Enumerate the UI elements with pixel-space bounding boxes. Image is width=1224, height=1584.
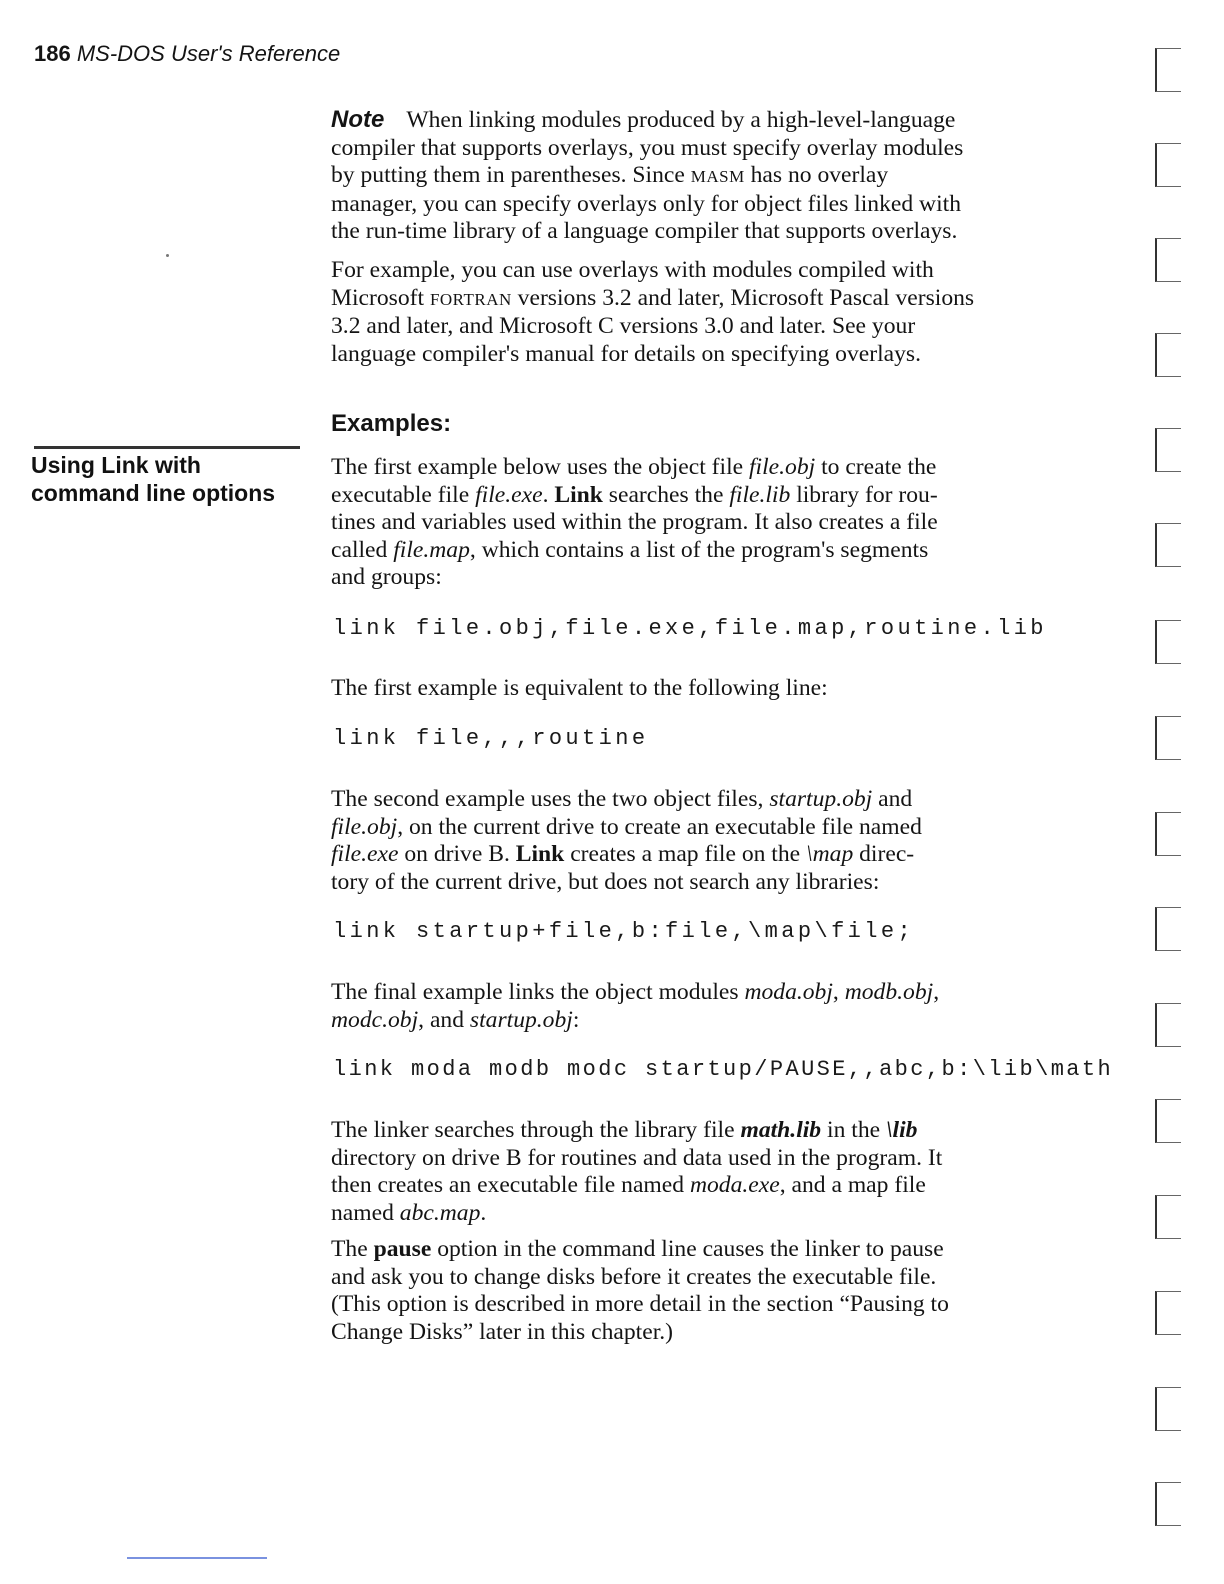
note-line-4: manager, you can specify overlays only for object files linked with xyxy=(331,190,961,217)
margin-tab-marker xyxy=(1155,812,1181,856)
margin-tab-marker xyxy=(1155,1291,1181,1335)
example-5-paragraph: The pause option in the command line causes the linker to pause and ask you to change disks before it creates the executable file. (This option is described in more detail in the section “Pausing to Change Disks” later in this chapter.) xyxy=(331,1236,949,1345)
overlay-line-1: For example, you can use overlays with modules compiled with xyxy=(331,257,934,283)
code-example-3: link startup+file,b:file,\map\file; xyxy=(333,919,915,944)
margin-tab-marker xyxy=(1155,716,1181,760)
note-line-1: Note When linking modules produced by a high-level-language xyxy=(331,106,956,133)
examples-heading: Examples: xyxy=(331,410,452,437)
note-line-5: the run-time library of a language compiler that supports overlays. xyxy=(331,218,958,245)
code-example-1: link file.obj,file.exe,file.map,routine.lib xyxy=(333,616,1047,641)
example-3-paragraph: The final example links the object modules moda.obj, modb.obj, modc.obj, and startup.obj: xyxy=(331,979,940,1033)
equivalent-paragraph: The first example is equivalent to the following line: xyxy=(331,675,828,701)
note-label: Note xyxy=(331,106,385,133)
overlay-line-2: Microsoft FORTRAN versions 3.2 and later, Microsoft Pascal versions xyxy=(331,284,975,311)
margin-tab-marker xyxy=(1155,907,1181,951)
overlay-line-4: language compiler's manual for details on specifying overlays. xyxy=(331,340,921,367)
margin-tab-marker xyxy=(1155,1003,1181,1047)
sidebar-heading-line-1: Using Link with xyxy=(31,452,201,478)
running-header xyxy=(34,41,340,67)
example-1-paragraph: The first example below uses the object file file.obj to create the executable file file.exe. Link searches the file.lib library for rou- tines and variables used within the program. It also creates a file called file.map, which contains a list of the program's segments and groups: xyxy=(331,454,938,591)
example-4-paragraph: The linker searches through the library file math.lib in the \lib directory on drive B for routines and data used in the program. It then creates an executable file named moda.exe, and a map file named abc.map. xyxy=(331,1117,943,1226)
margin-tab-marker xyxy=(1155,1387,1181,1431)
bottom-scan-rule xyxy=(127,1557,267,1559)
margin-tab-marker xyxy=(1155,238,1181,282)
margin-tab-marker xyxy=(1155,1195,1181,1239)
margin-tab-marker xyxy=(1155,333,1181,377)
margin-tab-marker xyxy=(1155,523,1181,567)
example-2-paragraph: The second example uses the two object files, startup.obj and file.obj, on the current drive to create an executable file named file.exe on drive B. Link creates a map file on the \map direc- tory of the current drive, but does not search any libraries: xyxy=(331,786,922,895)
scan-speck xyxy=(166,254,169,257)
overlay-example-paragraph xyxy=(331,257,974,368)
margin-tab-marker xyxy=(1155,428,1181,472)
sidebar-heading-line-2: command line options xyxy=(31,480,276,506)
margin-tab-marker xyxy=(1155,143,1181,187)
margin-tab-marker xyxy=(1155,620,1181,664)
sidebar-rule xyxy=(34,446,300,449)
margin-tab-marker xyxy=(1155,48,1181,92)
overlay-line-3: 3.2 and later, and Microsoft C versions 3.0 and later. See your xyxy=(331,313,916,340)
code-example-2: link file,,,routine xyxy=(333,726,649,751)
note-paragraph xyxy=(331,106,963,246)
code-example-4: link moda modb modc startup/PAUSE,,abc,b:\lib\math xyxy=(333,1057,1114,1082)
sidebar-heading xyxy=(31,451,321,507)
margin-tab-marker xyxy=(1155,1099,1181,1143)
margin-tab-marker xyxy=(1155,1482,1181,1526)
note-line-3: by putting them in parentheses. Since MASM has no overlay xyxy=(331,162,889,189)
page-number: 186 xyxy=(34,41,71,66)
note-line-2: compiler that supports overlays, you must specify overlay modules xyxy=(331,134,964,161)
book-title: MS-DOS User's Reference xyxy=(76,41,341,66)
